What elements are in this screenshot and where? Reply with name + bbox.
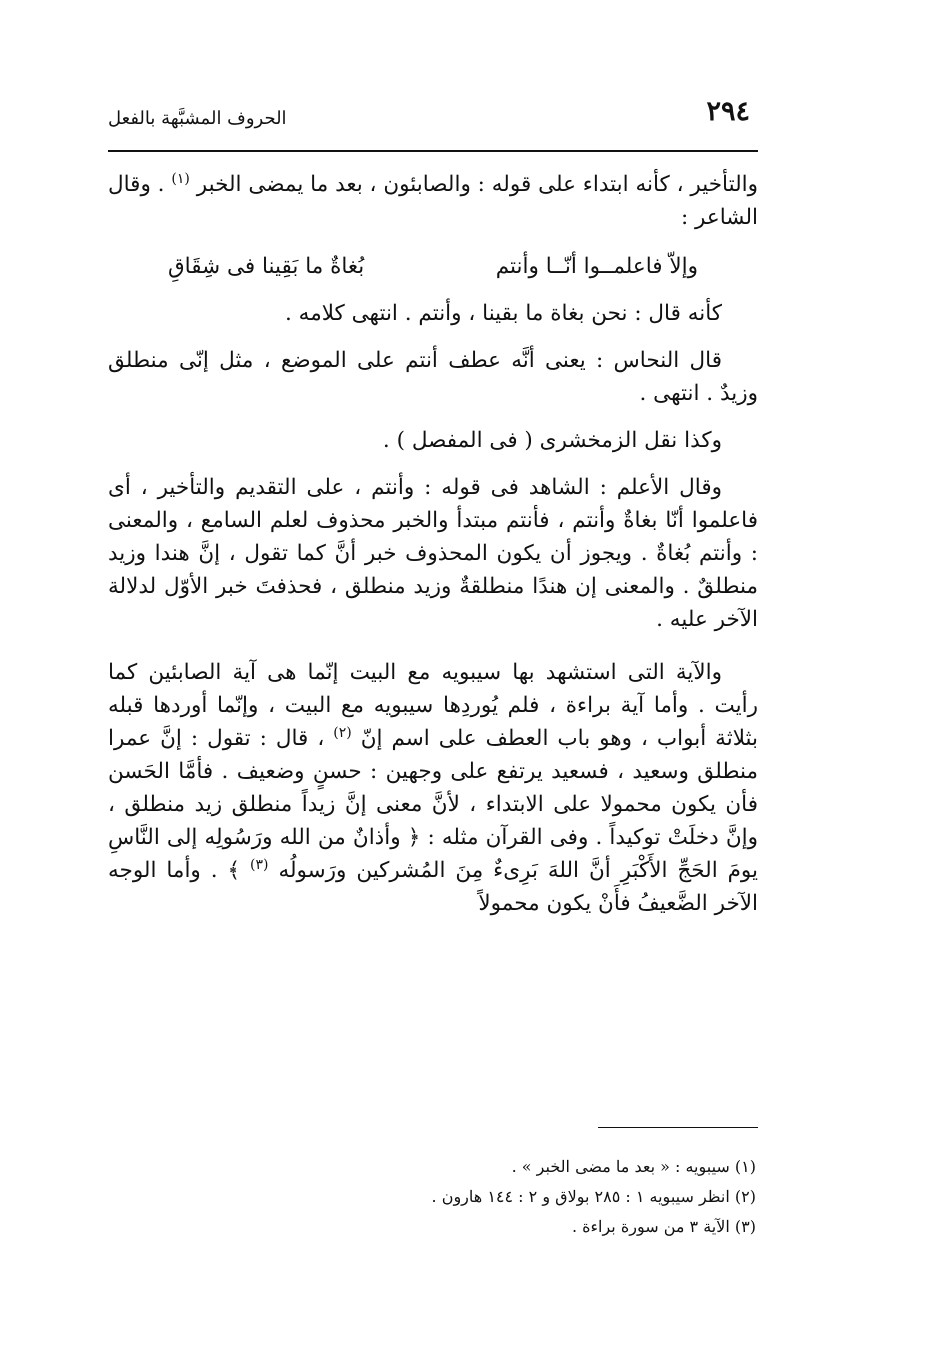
header-rule	[108, 150, 758, 152]
paragraph-text: ﴾ . وأما الوجه الآخر الضَّعيفُ فأَنْ يكون محمولاً	[108, 858, 758, 916]
paragraph-text: ، قال : تقول : إنَّ عمرا منطلق وسعيد ، فسعيد يرتفع على وجهين : حسنٍ وضعيف . فأمَّا الحَسن فأن يكون محمولا على الابتداء ، لأنَّ معنى إنَّ زيداً منطلق زيد منطلق ، وإنَّ دخلَتْ توكيداً . وفى القرآن مثله : ﴿ وأذانٌ من الله ورَسُولِه إلى النَّاسِ يومَ الحَجِّ الأَكْبَرِ أنَّ اللهَ بَرِىءٌ مِنَ المُشركين ورَسولُه	[108, 726, 759, 883]
paragraph: وكذا نقل الزمخشرى ( فى المفصل ) .	[382, 428, 722, 453]
paragraph	[108, 656, 758, 920]
verse-second-hemistich: بُغاةٌ ما بَقِينا فى شِقَاقِ	[168, 254, 365, 279]
footnotes	[196, 1152, 756, 1242]
footnote-ref: (٢)	[333, 724, 352, 741]
page-header	[108, 96, 758, 146]
page-number: ٢٩٤	[706, 96, 750, 127]
verse-first-hemistich: وإلاّ فاعلمــوا أنّــا وأنتم	[495, 254, 698, 279]
paragraph-text: والتأخير ، كأنه ابتداء على قوله : والصابئون ، بعد ما يمضى الخبر	[196, 172, 758, 197]
footnote: (٣) الآية ٣ من سورة براءة .	[571, 1217, 756, 1236]
paragraph-text: والآية التى استشهد بها سيبويه مع البيت إنّما هى آية الصابئين كما رأيت . وأما آية براءة ، فلم يُوردِها سيبويه مع البيت ، وإنّما أوردها قبله بثلاثة أبواب ، وهو باب العطف على اسم إنّ	[108, 660, 758, 751]
paragraph: كأنه قال : نحن بغاة ما بقينا ، وأنتم . انتهى كلامه .	[285, 301, 722, 326]
footnote: (٢) انظر سيبويه ١ : ٢٨٥ بولاق و ٢ : ١٤٤ هارون .	[431, 1187, 756, 1206]
footnote-ref: (١)	[171, 170, 190, 187]
paragraph-text: . وقال الشاعر :	[108, 172, 758, 230]
poetry-verse	[168, 250, 698, 283]
footnote-ref: (٣)	[250, 856, 269, 873]
paragraph	[108, 168, 758, 234]
paragraph: وقال الأعلم : الشاهد فى قوله : وأنتم ، على التقديم والتأخير ، أى فاعلموا أنّا بغاةٌ وأنتم ، فأنتم مبتدأ والخبر محذوف لعلم السامع ، والمعنى : وأنتم بُغاةٌ . ويجوز أن يكون المحذوف خبر أنَّ كما تقول ، إنَّ هندا وزيد منطلقٌ . والمعنى إن هندًا منطلقةٌ وزيد منطلق ، فحذفتَ خبر الأوّل لدلالة الآخر عليه .	[108, 475, 758, 632]
main-text	[108, 168, 758, 920]
footnote: (١) سيبويه : « بعد ما مضى الخبر » .	[511, 1157, 756, 1176]
paragraph: قال النحاس : يعنى أنَّه عطف أنتم على الموضع ، مثل إنّى منطلق وزيدٌ . انتهى .	[108, 348, 758, 406]
footnote-rule	[598, 1127, 758, 1128]
running-title: الحروف المشبَّهة بالفعل	[108, 108, 287, 129]
